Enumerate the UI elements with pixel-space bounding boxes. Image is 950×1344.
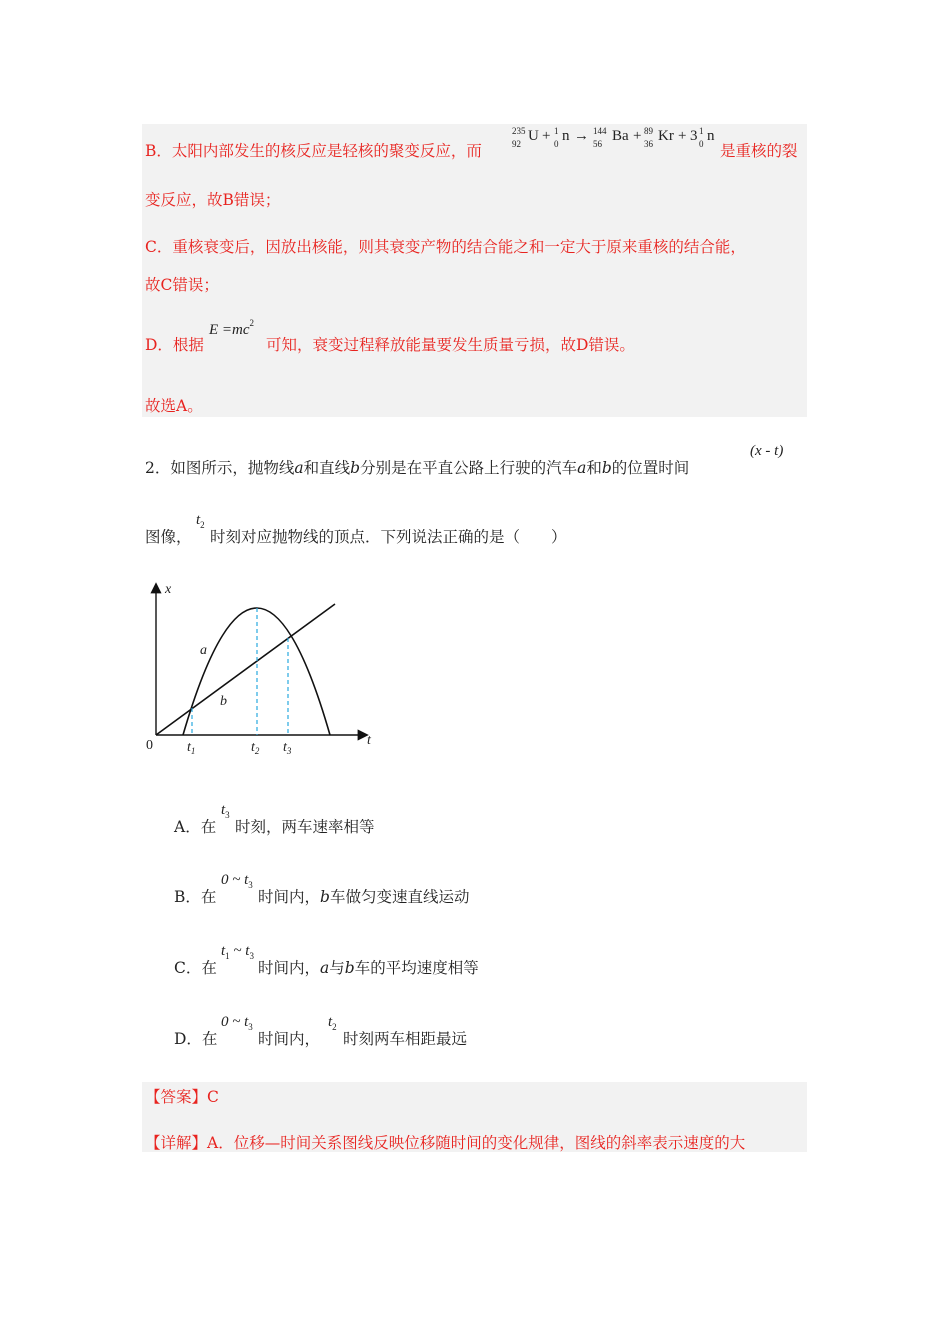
option-d-text1: 时间内，	[258, 1030, 321, 1048]
n2-coef: 3	[690, 128, 698, 144]
c-explanation-line1: C．重核衰变后，因放出核能，则其衰变产物的结合能之和一定大于原来重核的结合能，	[145, 238, 746, 256]
detail-label: 【详解】	[145, 1134, 208, 1152]
option-b-math-t: 0 ~ t	[221, 872, 249, 888]
var-a-2: a	[577, 459, 587, 477]
var-a: a	[294, 459, 304, 477]
option-d-text2: 时刻两车相距最远	[343, 1030, 468, 1048]
q2-stem-line2-prefix: 图像，	[145, 528, 192, 546]
option-b-var: b	[320, 888, 330, 906]
option-c-text1: 时间内，	[258, 959, 321, 977]
b-explanation-prefix: B．太阳内部发生的核反应是轻核的聚变反应，而	[145, 142, 482, 160]
t2-symbol	[196, 512, 205, 529]
option-a-math-sub: 3	[225, 810, 230, 820]
mass-energy-formula	[209, 318, 255, 339]
option-b-text	[258, 887, 469, 907]
tick-t1-label: $t_1$	[187, 740, 196, 756]
option-c-text	[258, 958, 479, 978]
option-b-text1: 时间内，	[258, 888, 321, 906]
n2-mass: 1	[699, 126, 704, 136]
d-explanation-suffix: 可知，衰变过程释放能量要发生质量亏损，故D错误。	[266, 336, 635, 354]
q2-stem-mid3: 和	[586, 459, 602, 477]
solution-box-q1	[142, 124, 807, 417]
option-c-var-a: a	[320, 959, 330, 977]
kr-mass: 89	[644, 126, 653, 136]
answer-line: 【答案】C	[145, 1088, 219, 1106]
option-a-math-t: t	[221, 802, 226, 818]
var-b-2: b	[601, 459, 612, 477]
line-b-label: b	[220, 694, 227, 709]
ba-mass: 144	[593, 126, 607, 136]
option-c-prefix[interactable]: C．在	[174, 959, 217, 977]
curve-a-label: a	[200, 643, 207, 658]
var-b: b	[350, 459, 361, 477]
n1-mass: 1	[554, 126, 559, 136]
axis-t-label: t	[367, 733, 371, 748]
option-c-math-sub: 3	[249, 951, 254, 961]
option-a-prefix[interactable]: A．在	[174, 818, 217, 836]
option-d-prefix[interactable]: D．在	[174, 1030, 218, 1048]
xt-label: (x - t)	[750, 443, 784, 459]
detail-line	[145, 1133, 745, 1153]
option-a-text: 时刻，两车速率相等	[235, 818, 375, 836]
q2-stem-line2-suffix: 时刻对应抛物线的顶点．下列说法正确的是（ ）	[210, 528, 567, 546]
option-d-math2-sub: 2	[332, 1022, 337, 1032]
origin-label: 0	[146, 738, 153, 753]
d-explanation-prefix: D．根据	[145, 336, 204, 354]
b-explanation-line2: 变反应，故B错误；	[145, 191, 281, 209]
u-charge: 92	[512, 139, 521, 149]
kr-symbol: Kr	[658, 128, 674, 144]
xt-graph	[140, 575, 380, 760]
q2-stem-prefix: 2．如图所示，抛物线	[145, 459, 295, 477]
q1-conclusion: 故选A。	[145, 397, 203, 415]
q2-stem-mid4: 的位置时间	[611, 459, 690, 477]
option-c-var-b: b	[344, 959, 355, 977]
option-c-math-t1: t	[221, 943, 226, 959]
arrow: →	[574, 128, 589, 144]
kr-charge: 36	[644, 139, 653, 149]
tick-t2-label: $t_2$	[251, 740, 260, 756]
q2-stem-line1	[145, 458, 689, 478]
option-d-math2-t: t	[328, 1014, 333, 1030]
n2-symbol: n	[707, 128, 715, 144]
option-c-math-sub1: 1	[225, 951, 230, 961]
option-c-text2: 与	[329, 959, 345, 977]
c-explanation-line2: 故C错误；	[145, 276, 219, 294]
option-d-math-t: 0 ~ t	[221, 1014, 249, 1030]
option-b-math-sub: 3	[248, 880, 253, 890]
option-d-math	[221, 1014, 253, 1031]
option-d-math2	[328, 1014, 337, 1031]
ba-charge: 56	[593, 139, 602, 149]
option-b-text2: 车做匀变速直线运动	[329, 888, 470, 906]
option-b-explanation	[145, 141, 482, 161]
option-c-math-mid: ~ t	[229, 943, 250, 959]
q2-stem-mid1: 和直线	[303, 459, 351, 477]
t2-sub: 2	[200, 520, 205, 530]
t2-t: t	[196, 512, 201, 528]
ba-symbol: Ba	[612, 128, 629, 144]
b-explanation-suffix: 是重核的裂	[720, 142, 798, 160]
option-b-prefix[interactable]: B．在	[174, 888, 217, 906]
n2-charge: 0	[699, 139, 704, 149]
u-symbol: U	[528, 128, 539, 144]
option-c-math	[221, 943, 254, 960]
detail-text: A．位移—时间关系图线反映位移随时间的变化规律，图线的斜率表示速度的大	[207, 1134, 746, 1152]
u-mass: 235	[512, 126, 526, 136]
n1-symbol: n	[562, 128, 570, 144]
axis-x-label: x	[165, 582, 172, 597]
option-a-math	[221, 802, 230, 819]
option-d-math-sub: 3	[248, 1022, 253, 1032]
formula-text: E =mc	[209, 322, 250, 338]
tick-t3-label: $t_3$	[283, 740, 292, 756]
option-b-math	[221, 872, 253, 889]
formula-exponent: 2	[249, 318, 255, 328]
option-c-text3: 车的平均速度相等	[354, 959, 479, 977]
q2-stem-mid2: 分别是在平直公路上行驶的汽车	[360, 459, 578, 477]
n1-charge: 0	[554, 139, 559, 149]
